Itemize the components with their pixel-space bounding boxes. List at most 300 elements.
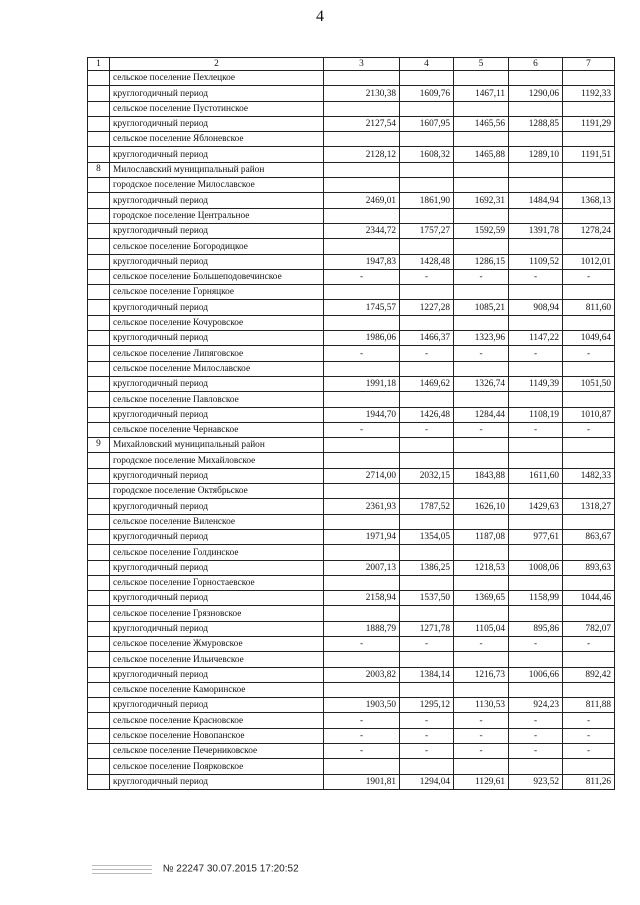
value-cell: 1278,24 bbox=[563, 223, 615, 238]
empty-cell bbox=[400, 285, 454, 300]
empty-cell bbox=[324, 545, 400, 560]
empty-cell bbox=[509, 453, 563, 468]
table-row bbox=[88, 698, 615, 713]
empty-cell bbox=[324, 514, 400, 529]
value-cell: 1049,64 bbox=[563, 331, 615, 346]
row-number bbox=[88, 591, 110, 606]
row-number bbox=[88, 331, 110, 346]
row-number bbox=[88, 208, 110, 223]
empty-cell bbox=[509, 285, 563, 300]
empty-cell bbox=[563, 545, 615, 560]
value-cell: 892,42 bbox=[563, 667, 615, 682]
value-cell: 811,88 bbox=[563, 698, 615, 713]
row-label: круглогодичный период bbox=[110, 147, 324, 162]
value-cell: 1326,74 bbox=[454, 376, 509, 391]
row-label: сельское поселение Милославское bbox=[110, 361, 324, 376]
settlement-row bbox=[88, 759, 615, 774]
value-cell: 1044,46 bbox=[563, 591, 615, 606]
value-cell: - bbox=[324, 269, 400, 284]
document-footer bbox=[92, 862, 299, 876]
value-cell: 1608,32 bbox=[400, 147, 454, 162]
value-cell: 1085,21 bbox=[454, 300, 509, 315]
empty-cell bbox=[400, 208, 454, 223]
registration-text: № 22247 30.07.2015 17:20:52 bbox=[162, 863, 299, 875]
value-cell: 1012,01 bbox=[563, 254, 615, 269]
value-cell: 1469,62 bbox=[400, 376, 454, 391]
row-number bbox=[88, 759, 110, 774]
value-cell: - bbox=[400, 346, 454, 361]
value-cell: - bbox=[454, 346, 509, 361]
header-cell: 1 bbox=[88, 58, 110, 71]
table-row bbox=[88, 86, 615, 101]
empty-cell bbox=[454, 132, 509, 147]
empty-cell bbox=[400, 361, 454, 376]
row-number bbox=[88, 101, 110, 116]
value-cell: 1426,48 bbox=[400, 407, 454, 422]
table-row bbox=[88, 667, 615, 682]
table-row bbox=[88, 331, 615, 346]
row-number bbox=[88, 575, 110, 590]
settlement-row bbox=[88, 132, 615, 147]
value-cell: - bbox=[563, 269, 615, 284]
value-cell: 1484,94 bbox=[509, 193, 563, 208]
row-label: сельское поселение Чернавское bbox=[110, 422, 324, 437]
row-label: сельское поселение Грязновское bbox=[110, 606, 324, 621]
value-cell: - bbox=[324, 713, 400, 728]
settlement-row bbox=[88, 575, 615, 590]
registration-stamp-icon bbox=[92, 862, 152, 876]
value-cell: 1129,61 bbox=[454, 774, 509, 789]
value-cell: 1216,73 bbox=[454, 667, 509, 682]
row-label: круглогодичный период bbox=[110, 774, 324, 789]
table-row bbox=[88, 300, 615, 315]
empty-cell bbox=[400, 545, 454, 560]
value-cell: - bbox=[454, 744, 509, 759]
empty-cell bbox=[324, 606, 400, 621]
page-number: 4 bbox=[316, 8, 324, 25]
table-row bbox=[88, 728, 615, 743]
empty-cell bbox=[563, 178, 615, 193]
value-cell: - bbox=[454, 728, 509, 743]
header-cell: 6 bbox=[509, 58, 563, 71]
row-number bbox=[88, 285, 110, 300]
empty-cell bbox=[400, 315, 454, 330]
value-cell: 2158,94 bbox=[324, 591, 400, 606]
row-number bbox=[88, 178, 110, 193]
value-cell: 1467,11 bbox=[454, 86, 509, 101]
row-label: сельское поселение Печерниковское bbox=[110, 744, 324, 759]
value-cell: 1187,08 bbox=[454, 529, 509, 544]
row-number bbox=[88, 239, 110, 254]
table-body bbox=[88, 71, 615, 790]
empty-cell bbox=[454, 178, 509, 193]
empty-cell bbox=[454, 361, 509, 376]
value-cell: - bbox=[400, 728, 454, 743]
row-label: сельское поселение Виленское bbox=[110, 514, 324, 529]
settlement-row bbox=[88, 101, 615, 116]
empty-cell bbox=[454, 101, 509, 116]
empty-cell bbox=[509, 239, 563, 254]
value-cell: 1191,29 bbox=[563, 116, 615, 131]
table-row bbox=[88, 422, 615, 437]
empty-cell bbox=[454, 438, 509, 453]
row-number bbox=[88, 529, 110, 544]
empty-cell bbox=[509, 101, 563, 116]
value-cell: - bbox=[324, 744, 400, 759]
value-cell: 1482,33 bbox=[563, 468, 615, 483]
value-cell: - bbox=[509, 744, 563, 759]
value-cell: 2127,54 bbox=[324, 116, 400, 131]
row-number bbox=[88, 560, 110, 575]
empty-cell bbox=[454, 71, 509, 86]
value-cell: 2032,15 bbox=[400, 468, 454, 483]
row-label: круглогодичный период bbox=[110, 698, 324, 713]
value-cell: 908,94 bbox=[509, 300, 563, 315]
empty-cell bbox=[509, 759, 563, 774]
empty-cell bbox=[324, 178, 400, 193]
row-number bbox=[88, 499, 110, 514]
row-number bbox=[88, 132, 110, 147]
empty-cell bbox=[454, 208, 509, 223]
empty-cell bbox=[454, 606, 509, 621]
value-cell: 1295,12 bbox=[400, 698, 454, 713]
empty-cell bbox=[563, 682, 615, 697]
value-cell: 1368,13 bbox=[563, 193, 615, 208]
row-label: сельское поселение Липяговское bbox=[110, 346, 324, 361]
empty-cell bbox=[400, 575, 454, 590]
value-cell: - bbox=[454, 269, 509, 284]
table-row bbox=[88, 560, 615, 575]
value-cell: - bbox=[509, 728, 563, 743]
settlement-row bbox=[88, 514, 615, 529]
empty-cell bbox=[324, 71, 400, 86]
row-number bbox=[88, 698, 110, 713]
row-number bbox=[88, 71, 110, 86]
empty-cell bbox=[324, 285, 400, 300]
row-label: сельское поселение Поярковское bbox=[110, 759, 324, 774]
row-number bbox=[88, 254, 110, 269]
settlement-row bbox=[88, 682, 615, 697]
row-number bbox=[88, 744, 110, 759]
value-cell: 1318,27 bbox=[563, 499, 615, 514]
empty-cell bbox=[400, 453, 454, 468]
empty-cell bbox=[324, 484, 400, 499]
value-cell: 1227,28 bbox=[400, 300, 454, 315]
row-label: городское поселение Михайловское bbox=[110, 453, 324, 468]
row-number bbox=[88, 346, 110, 361]
row-number bbox=[88, 269, 110, 284]
value-cell: 1888,79 bbox=[324, 621, 400, 636]
value-cell: 1391,78 bbox=[509, 223, 563, 238]
empty-cell bbox=[454, 682, 509, 697]
row-number bbox=[88, 223, 110, 238]
value-cell: - bbox=[563, 728, 615, 743]
value-cell: 1369,65 bbox=[454, 591, 509, 606]
table-row bbox=[88, 774, 615, 789]
value-cell: - bbox=[400, 713, 454, 728]
value-cell: - bbox=[509, 269, 563, 284]
settlement-row bbox=[88, 484, 615, 499]
row-label: сельское поселение Горняцкое bbox=[110, 285, 324, 300]
row-label: сельское поселение Большеподовечинское bbox=[110, 269, 324, 284]
empty-cell bbox=[563, 101, 615, 116]
value-cell: 2130,38 bbox=[324, 86, 400, 101]
row-number bbox=[88, 484, 110, 499]
value-cell: 1105,04 bbox=[454, 621, 509, 636]
value-cell: 893,63 bbox=[563, 560, 615, 575]
value-cell: 1158,99 bbox=[509, 591, 563, 606]
value-cell: 1466,37 bbox=[400, 331, 454, 346]
empty-cell bbox=[324, 361, 400, 376]
empty-cell bbox=[454, 239, 509, 254]
tariff-table bbox=[87, 57, 615, 790]
value-cell: 895,86 bbox=[509, 621, 563, 636]
value-cell: - bbox=[563, 713, 615, 728]
value-cell: 1592,59 bbox=[454, 223, 509, 238]
settlement-row bbox=[88, 545, 615, 560]
row-label: круглогодичный период bbox=[110, 193, 324, 208]
empty-cell bbox=[454, 575, 509, 590]
value-cell: 1607,95 bbox=[400, 116, 454, 131]
district-row bbox=[88, 162, 615, 177]
row-label: круглогодичный период bbox=[110, 116, 324, 131]
empty-cell bbox=[563, 162, 615, 177]
row-number bbox=[88, 116, 110, 131]
table-row bbox=[88, 591, 615, 606]
row-label: Милославский муниципальный район bbox=[110, 162, 324, 177]
table-row bbox=[88, 223, 615, 238]
value-cell: - bbox=[454, 713, 509, 728]
empty-cell bbox=[563, 484, 615, 499]
value-cell: 1609,76 bbox=[400, 86, 454, 101]
value-cell: 2128,12 bbox=[324, 147, 400, 162]
row-number bbox=[88, 636, 110, 651]
table-row bbox=[88, 193, 615, 208]
row-label: городское поселение Центральное bbox=[110, 208, 324, 223]
value-cell: 1008,06 bbox=[509, 560, 563, 575]
row-number bbox=[88, 361, 110, 376]
empty-cell bbox=[454, 315, 509, 330]
empty-cell bbox=[563, 575, 615, 590]
empty-cell bbox=[509, 606, 563, 621]
value-cell: 811,26 bbox=[563, 774, 615, 789]
empty-cell bbox=[324, 392, 400, 407]
empty-cell bbox=[509, 438, 563, 453]
value-cell: - bbox=[509, 713, 563, 728]
table-row bbox=[88, 529, 615, 544]
row-number bbox=[88, 193, 110, 208]
table-row bbox=[88, 147, 615, 162]
empty-cell bbox=[324, 438, 400, 453]
value-cell: 2007,13 bbox=[324, 560, 400, 575]
value-cell: 1861,90 bbox=[400, 193, 454, 208]
value-cell: - bbox=[324, 346, 400, 361]
row-label: сельское поселение Кочуровское bbox=[110, 315, 324, 330]
row-number bbox=[88, 300, 110, 315]
value-cell: - bbox=[563, 422, 615, 437]
empty-cell bbox=[509, 178, 563, 193]
empty-cell bbox=[324, 162, 400, 177]
row-label: сельское поселение Новопанское bbox=[110, 728, 324, 743]
table-row bbox=[88, 621, 615, 636]
row-label: сельское поселение Ильичевское bbox=[110, 652, 324, 667]
value-cell: 1218,53 bbox=[454, 560, 509, 575]
value-cell: 2344,72 bbox=[324, 223, 400, 238]
row-number bbox=[88, 86, 110, 101]
value-cell: 1745,57 bbox=[324, 300, 400, 315]
value-cell: 1130,53 bbox=[454, 698, 509, 713]
value-cell: 1010,87 bbox=[563, 407, 615, 422]
value-cell: - bbox=[509, 422, 563, 437]
row-label: городское поселение Милославское bbox=[110, 178, 324, 193]
empty-cell bbox=[509, 484, 563, 499]
value-cell: 1354,05 bbox=[400, 529, 454, 544]
value-cell: 1692,31 bbox=[454, 193, 509, 208]
value-cell: 1109,52 bbox=[509, 254, 563, 269]
empty-cell bbox=[563, 514, 615, 529]
value-cell: 1051,50 bbox=[563, 376, 615, 391]
value-cell: - bbox=[324, 728, 400, 743]
header-cell: 7 bbox=[563, 58, 615, 71]
settlement-row bbox=[88, 71, 615, 86]
empty-cell bbox=[400, 682, 454, 697]
value-cell: 1971,94 bbox=[324, 529, 400, 544]
empty-cell bbox=[400, 178, 454, 193]
value-cell: 1289,10 bbox=[509, 147, 563, 162]
empty-cell bbox=[563, 285, 615, 300]
value-cell: - bbox=[454, 636, 509, 651]
row-label: круглогодичный период bbox=[110, 254, 324, 269]
empty-cell bbox=[324, 315, 400, 330]
value-cell: 1271,78 bbox=[400, 621, 454, 636]
value-cell: 1192,33 bbox=[563, 86, 615, 101]
value-cell: 923,52 bbox=[509, 774, 563, 789]
value-cell: 2361,93 bbox=[324, 499, 400, 514]
empty-cell bbox=[509, 652, 563, 667]
row-label: городское поселение Октябрьское bbox=[110, 484, 324, 499]
table-row bbox=[88, 468, 615, 483]
value-cell: 1947,83 bbox=[324, 254, 400, 269]
value-cell: - bbox=[563, 744, 615, 759]
empty-cell bbox=[400, 438, 454, 453]
row-number bbox=[88, 652, 110, 667]
row-label: круглогодичный период bbox=[110, 407, 324, 422]
row-label: сельское поселение Павловское bbox=[110, 392, 324, 407]
empty-cell bbox=[454, 759, 509, 774]
value-cell: 1757,27 bbox=[400, 223, 454, 238]
row-label: круглогодичный период bbox=[110, 499, 324, 514]
value-cell: - bbox=[509, 636, 563, 651]
row-number bbox=[88, 453, 110, 468]
table-row bbox=[88, 254, 615, 269]
value-cell: 2714,00 bbox=[324, 468, 400, 483]
row-number bbox=[88, 514, 110, 529]
empty-cell bbox=[563, 315, 615, 330]
empty-cell bbox=[509, 162, 563, 177]
row-number bbox=[88, 407, 110, 422]
value-cell: 1323,96 bbox=[454, 331, 509, 346]
empty-cell bbox=[400, 484, 454, 499]
row-number bbox=[88, 315, 110, 330]
value-cell: - bbox=[324, 422, 400, 437]
value-cell: - bbox=[400, 636, 454, 651]
row-label: круглогодичный период bbox=[110, 667, 324, 682]
empty-cell bbox=[324, 575, 400, 590]
value-cell: - bbox=[563, 636, 615, 651]
empty-cell bbox=[509, 208, 563, 223]
empty-cell bbox=[563, 132, 615, 147]
value-cell: - bbox=[400, 744, 454, 759]
empty-cell bbox=[563, 438, 615, 453]
value-cell: 977,61 bbox=[509, 529, 563, 544]
value-cell: 1991,18 bbox=[324, 376, 400, 391]
empty-cell bbox=[454, 652, 509, 667]
empty-cell bbox=[509, 71, 563, 86]
value-cell: 1465,56 bbox=[454, 116, 509, 131]
value-cell: 1288,85 bbox=[509, 116, 563, 131]
value-cell: 1149,39 bbox=[509, 376, 563, 391]
settlement-row bbox=[88, 652, 615, 667]
row-number bbox=[88, 682, 110, 697]
row-label: сельское поселение Пустотинское bbox=[110, 101, 324, 116]
header-cell: 2 bbox=[110, 58, 324, 71]
row-number bbox=[88, 728, 110, 743]
value-cell: 1108,19 bbox=[509, 407, 563, 422]
empty-cell bbox=[324, 652, 400, 667]
value-cell: 1384,14 bbox=[400, 667, 454, 682]
table-row bbox=[88, 499, 615, 514]
empty-cell bbox=[324, 453, 400, 468]
empty-cell bbox=[563, 208, 615, 223]
empty-cell bbox=[400, 132, 454, 147]
row-label: сельское поселение Пехлецкое bbox=[110, 71, 324, 86]
row-label: круглогодичный период bbox=[110, 468, 324, 483]
row-label: круглогодичный период bbox=[110, 376, 324, 391]
table-row bbox=[88, 376, 615, 391]
empty-cell bbox=[563, 453, 615, 468]
value-cell: - bbox=[509, 346, 563, 361]
value-cell: - bbox=[563, 346, 615, 361]
header-cell: 5 bbox=[454, 58, 509, 71]
empty-cell bbox=[400, 239, 454, 254]
empty-cell bbox=[454, 392, 509, 407]
row-label: круглогодичный период bbox=[110, 300, 324, 315]
settlement-row bbox=[88, 285, 615, 300]
district-row bbox=[88, 438, 615, 453]
value-cell: 1147,22 bbox=[509, 331, 563, 346]
empty-cell bbox=[400, 71, 454, 86]
empty-cell bbox=[509, 361, 563, 376]
value-cell: 1294,04 bbox=[400, 774, 454, 789]
value-cell: 1429,63 bbox=[509, 499, 563, 514]
value-cell: 1428,48 bbox=[400, 254, 454, 269]
empty-cell bbox=[563, 759, 615, 774]
empty-cell bbox=[454, 514, 509, 529]
header-cell: 4 bbox=[400, 58, 454, 71]
settlement-row bbox=[88, 361, 615, 376]
empty-cell bbox=[563, 606, 615, 621]
value-cell: - bbox=[324, 636, 400, 651]
value-cell: 863,67 bbox=[563, 529, 615, 544]
row-number: 8 bbox=[88, 162, 110, 177]
row-number bbox=[88, 545, 110, 560]
empty-cell bbox=[324, 239, 400, 254]
empty-cell bbox=[563, 71, 615, 86]
table-row bbox=[88, 636, 615, 651]
table-row bbox=[88, 744, 615, 759]
value-cell: 1465,88 bbox=[454, 147, 509, 162]
table-row bbox=[88, 269, 615, 284]
